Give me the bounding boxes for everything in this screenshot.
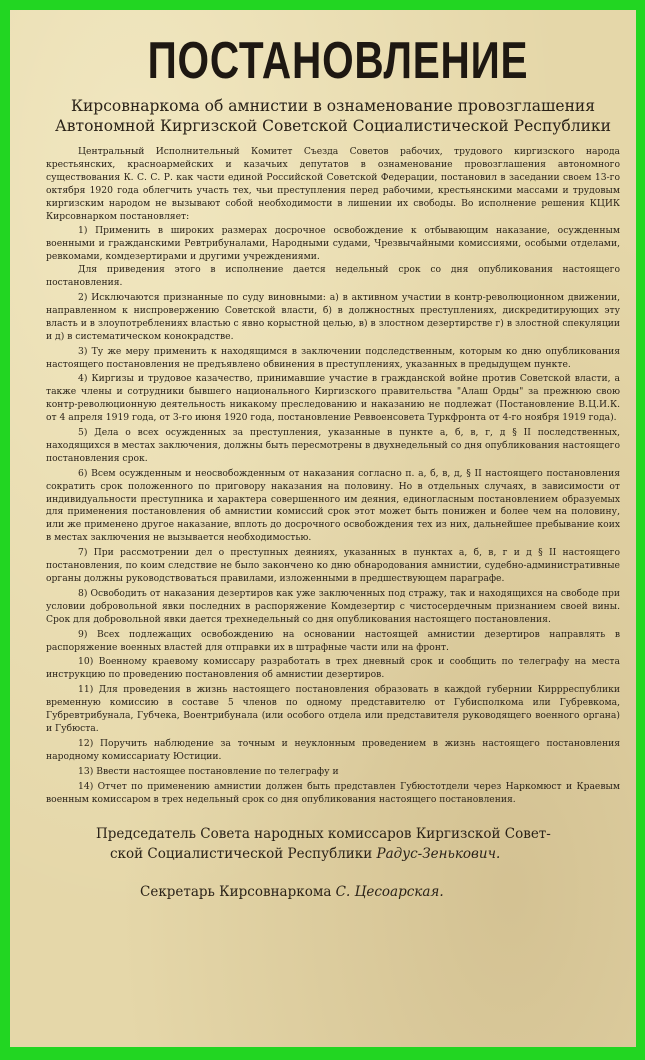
document-page [10, 10, 636, 1047]
chairman-title-line2-wrap [96, 844, 620, 864]
clause-9: 9) Всех подлежащих освобождению на основании настоящей амнистии дезертиров направлять в распоряжение военных властей для отправки их в штрафные части или на фронт. [46, 628, 620, 653]
chairman-signature [46, 824, 620, 864]
chairman-title-line1: Председатель Совета народных комиссаров Киргизской Совет- [96, 826, 551, 843]
clause-1-note: Для приведения этого в исполнение дается недельный срок со дня опубликования настоящего постановления. [46, 264, 620, 289]
clause-12: 12) Поручить наблюдение за точным и неуклонным проведением в жизнь настоящего постановления народному комиссариату Юстиции. [46, 737, 620, 762]
document-subtitle: Кирсовнаркома об амнистии в ознаменование провозглашения Автономной Киргизской Советской Социалистической Республики [55, 97, 611, 135]
clause-10: 10) Военному краевому комиссару разработать в трех дневный срок и сообщить по телеграфу на места инструкцию по проведению постановления об амнистии дезертиров. [46, 656, 620, 681]
preamble-paragraph: Центральный Исполнительный Комитет Съезда Советов рабочих, трудового киргизского народа крестьянских, красноармейских и казачьих депутатов в ознаменование провозглашения автономного существования К. С. С. Р. как части единой Российской Советской Федерации, постановил в заседании своем 13-го октября 1920 года облегчить участь тех, чьи преступления перед рабочими, крестьянскими массами и трудовым киргизским народом не вызывают собой необходимости в лишении их свободы. Во исполнение решения КЦИК Кирсовнарком постановляет: [46, 146, 620, 222]
document-title: ПОСТАНОВЛЕНИЕ [147, 32, 529, 90]
chairman-name: Радус-Зенькович. [376, 846, 501, 863]
clause-11: 11) Для проведения в жизнь настоящего постановления образовать в каждой губернии Киррреспублики временную комиссию в составе 5 членов по одному представителю от Губисполкома или Губревкома, Губревтрибунала, Губчека, Воентрибунала (или особого отдела или представителя руководящего военного органа) и Губюста. [46, 684, 620, 734]
secretary-title: Секретарь Кирсовнаркома [140, 884, 332, 901]
signature-block [46, 824, 620, 902]
clause-3: 3) Ту же меру применить к находящимся в заключении подследственным, которым ко дню опубликования настоящего постановления не предъявлено обвинения в преступлениях, указанных в предыдущем пункте. [46, 345, 620, 370]
clause-5: 5) Дела о всех осужденных за преступления, указанные в пункте а, б, в, г, д § II последственных, находящихся в местах заключения, должны быть пересмотрены в двухнедельный со дня опубликования настоящего постановления срок. [46, 427, 620, 464]
clause-8: 8) Освободить от наказания дезертиров как уже заключенных под стражу, так и находящихся на свободе при условии добровольной явки последних в распоряжение Комдезертир с чистосердечным признанием своей вины. Срок для добровольной явки дается трехнедельный со дня опубликования настоящего постановления. [46, 587, 620, 625]
clause-4: 4) Киргизы и трудовое казачество, принимавшие участие в гражданской войне против Советской власти, а также члены и сотрудники бывшего национального Киргизского правительства "Алаш Орды" за прежнюю свою контр-революционную деятельность никакому преследованию и наказанию не подлежат (Постановление В.Ц.И.К. от 4 апреля 1919 года, от 3-го июня 1920 года, постановление Реввоенсовета Туркфронта от 4-го ноября 1919 года). [46, 373, 620, 424]
clause-14: 14) Отчет по применению амнистии должен быть представлен Губюстотдели через Наркомюст и Краевым военным комиссаром в трех недельный срок со дня опубликования настоящего постановления. [46, 780, 620, 805]
secretary-signature [46, 882, 620, 902]
document-body [46, 146, 620, 806]
clause-2: 2) Исключаются признанные по суду виновными: а) в активном участии в контр-революционном движении, направленном к ниспровержению Советской власти, б) в должностных преступлениях, дискредитирующих эту власть и в злоупотреблениях властью с явно корыстной целью, в) в злостном дезертирстве г) в злостной спекуляции и д) в систематическом конокрадстве. [46, 291, 620, 342]
clause-6: 6) Всем осужденным и неосвобожденным от наказания согласно п. а, б, в, д, § II настоящего постановления сократить срок положенного по приговору наказания на половину. Но в отдельных случаях, в зависимости от индивидуальности преступника и характера совершенного им деяния, единогласным постановлением образуемых для применения постановления об амнистии комиссий срок этот может быть понижен и более чем на половину, или же применено другое наказание, вплоть до досрочного освобождения тех из них, дальнейшее пребывание коих в местах заключения не вызывается необходимостью. [46, 467, 620, 544]
clause-1: 1) Применить в широких размерах досрочное освобождение к отбывающим наказание, осужденным военными и гражданскими Ревтрибуналами, Народными судами, Чрезвычайными комиссиями, особыми отделами, ревкомами, комдезертирами и другими учреждениями. [46, 225, 620, 263]
clause-7: 7) При рассмотрении дел о преступных деяниях, указанных в пунктах а, б, в, г и д § II настоящего постановления, по коим следствие не было закончено ко дню обнародования амнистии, судебно-административные органы должны руководствоваться правилами, изложенными в предшествующем параграфе. [46, 547, 620, 584]
clause-13: 13) Ввести настоящее постановление по телеграфу и [78, 765, 339, 777]
secretary-name: С. Цесоарская. [335, 884, 444, 901]
chairman-title-line2: ской Социалистической Республики [110, 846, 373, 863]
